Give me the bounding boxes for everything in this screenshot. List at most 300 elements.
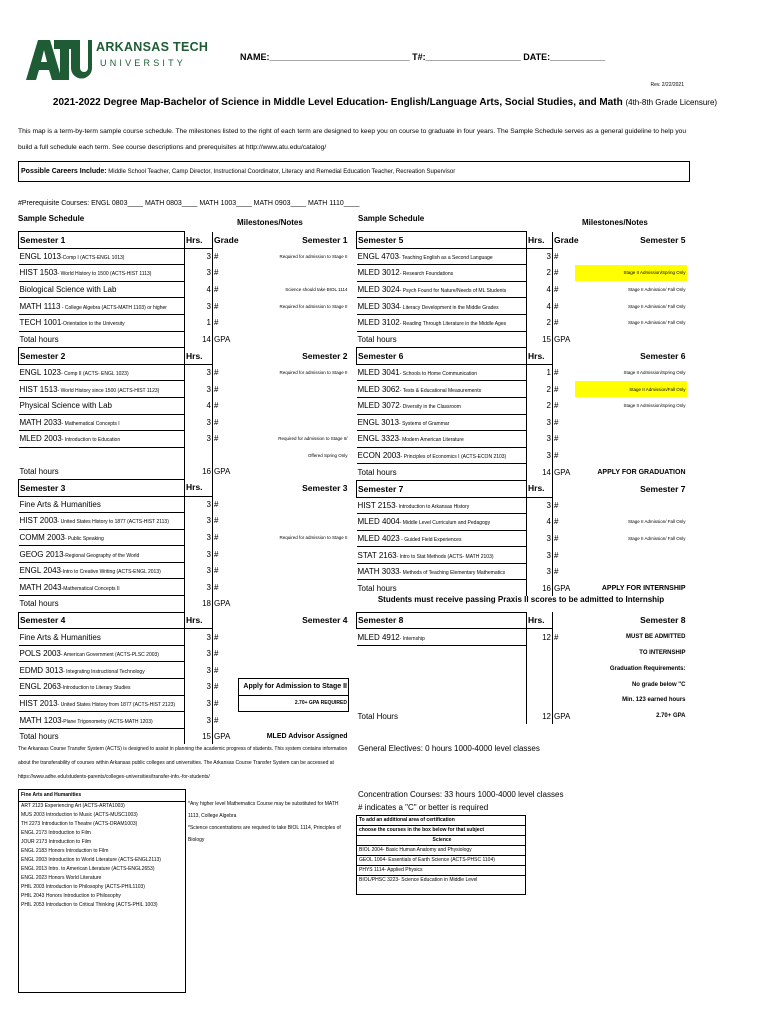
course-description: - World History since 1500 (ACTS-HIST 1123) xyxy=(57,387,160,394)
sample-schedule-label-left: Sample Schedule xyxy=(18,214,85,223)
note-line: *Science concentrations are required to take BIOL 1114, Principles of xyxy=(188,825,341,831)
course-hours: 3 xyxy=(185,679,213,696)
milestone-note xyxy=(239,513,349,530)
careers-box xyxy=(18,161,690,182)
gpa-label: GPA xyxy=(554,711,571,721)
total-note: APPLY FOR GRADUATION xyxy=(597,468,686,476)
grade-marker: # xyxy=(554,384,559,394)
course-description: - Schools to Home Communication xyxy=(399,371,478,378)
fine-arts-item: ENGL 2013 Intro. to American Literature (ACTS-ENGL2653) xyxy=(21,866,155,872)
course-cell xyxy=(357,414,527,431)
course-hours: 3 xyxy=(185,629,213,646)
course-hours: 2 xyxy=(527,381,553,398)
course-hours: 4 xyxy=(527,514,553,531)
course-description: - Methods of Teaching Elementary Mathematics xyxy=(399,570,506,577)
gpa-label: GPA xyxy=(214,599,231,609)
total-hours-label: Total hours xyxy=(19,599,59,609)
fine-arts-item: PHIL 2053 Introduction to Critical Thinking (ACTS-PHIL 1003) xyxy=(21,902,158,908)
total-hours-row xyxy=(357,331,687,348)
empty-cell xyxy=(357,645,527,661)
milestones-label-right: Milestones/Notes xyxy=(582,218,648,227)
grade-header xyxy=(213,348,239,365)
total-hours-value: 16 xyxy=(185,463,213,479)
semester-header-row xyxy=(357,612,687,629)
grade-marker: # xyxy=(214,384,219,394)
milestone-note: Required for admission to Stage II xyxy=(279,534,348,540)
milestone-semester-label: Semester 7 xyxy=(640,483,686,494)
semester-label: Semester 3 xyxy=(19,479,185,496)
hrs-header: Hrs. xyxy=(185,348,213,365)
total-hours-label: Total Hours xyxy=(357,711,398,721)
course-row xyxy=(357,397,687,414)
course-row xyxy=(19,496,349,513)
course-row xyxy=(357,381,687,398)
fine-arts-item: PHIL 2003 Introduction to Philosophy (ACTS-PHIL1103) xyxy=(21,884,145,890)
milestone-note: 2.70+ GPA REQUIRED xyxy=(239,695,349,712)
grade-marker: # xyxy=(554,533,559,543)
course-description: - Mathematical Concepts I xyxy=(61,420,120,427)
course-code: GEOG 2013 xyxy=(19,549,64,559)
grade-marker: # xyxy=(554,434,559,444)
grade-marker: # xyxy=(214,417,219,427)
course-cell xyxy=(19,513,185,530)
course-hours xyxy=(185,447,213,463)
course-row xyxy=(19,364,349,381)
acts-transfer-note: The Arkansas Course Transfer System (ACTS) is designed to assist in planning the academic progress of students. This system contains information about the transferability of courses within Arkansas public colleges and universities. The Arkansas Course Transfer System can be accessed at https://www.adhe.edu/students-parents/colleges-universities/transfer-info.-for-students/ xyxy=(18,746,348,780)
semester-header-row xyxy=(357,232,687,249)
total-hours-row xyxy=(357,580,687,596)
grade-marker xyxy=(213,447,239,463)
milestone-note: Stage II Admission/ Fall Only xyxy=(627,519,686,525)
grade-marker: # xyxy=(554,517,559,527)
grade-header: Grade xyxy=(214,234,239,245)
semester-header-row xyxy=(357,480,687,497)
course-cell xyxy=(19,662,185,679)
fine-arts-item: ENGL 2003 Introduction to World Literature (ACTS-ENGL2113) xyxy=(21,857,161,863)
course-cell xyxy=(19,496,185,513)
course-row xyxy=(357,530,687,547)
course-cell xyxy=(357,248,527,265)
milestone-note: Stage II Admission/ Fall Only xyxy=(627,303,686,309)
cert-box-line: To add an additional area of certification xyxy=(357,816,525,826)
course-row xyxy=(19,447,349,463)
course-hours: 3 xyxy=(527,530,553,547)
course-cell xyxy=(19,364,185,381)
course-cell xyxy=(19,281,185,298)
course-row xyxy=(19,712,349,729)
milestone-note xyxy=(239,662,349,679)
grade-marker: # xyxy=(214,251,219,261)
grade-marker: # xyxy=(554,567,559,577)
course-cell xyxy=(19,248,185,265)
milestone-note: Apply for Admission to Stage II xyxy=(239,679,349,696)
total-hours-value: 12 xyxy=(527,708,553,724)
course-code: MATH 2033 xyxy=(19,417,62,427)
course-row xyxy=(19,513,349,530)
total-hours-value: 16 xyxy=(527,580,553,596)
course-hours: 3 xyxy=(527,447,553,464)
page-title xyxy=(0,97,770,108)
semester-label: Semester 4 xyxy=(19,612,185,629)
course-description: - Integrating Instructional Technology xyxy=(63,668,145,675)
course-cell xyxy=(19,562,185,579)
total-hours-row xyxy=(19,596,349,613)
milestone-semester-label: Semester 4 xyxy=(302,615,348,626)
semester-label: Semester 6 xyxy=(357,348,527,365)
semester-label: Semester 1 xyxy=(19,232,185,249)
course-code: MLED 3024 xyxy=(357,285,400,295)
grade-marker: # xyxy=(214,682,219,692)
empty-cell xyxy=(357,677,527,693)
university-subtitle: UNIVERSITY xyxy=(100,58,187,68)
grade-marker: # xyxy=(214,698,219,708)
grade-marker: # xyxy=(214,715,219,725)
total-hours-value: 14 xyxy=(527,464,553,481)
milestone-note: Required for admission to Stage II xyxy=(279,370,348,376)
milestone-note: Stage II Admission/Spring Only xyxy=(623,370,686,376)
course-code: ENGL 3323 xyxy=(357,434,400,444)
milestone-note: Stage II Admission/ Fall Only xyxy=(627,320,686,326)
course-cell xyxy=(19,546,185,563)
course-code: MLED 3012 xyxy=(357,268,400,278)
revision-date: Rev. 2/22/2021 xyxy=(650,82,684,88)
semester-header-row xyxy=(19,479,349,496)
empty-cell xyxy=(357,661,527,677)
course-hours: 3 xyxy=(185,712,213,729)
total-hours-row xyxy=(357,708,687,724)
course-code: HIST 1503 xyxy=(19,268,58,278)
course-code: HIST 1513 xyxy=(19,384,58,394)
title-main: 2021-2022 Degree Map-Bachelor of Science in Middle Level Education- English/Language Arts, Social Studies, and Math xyxy=(52,97,623,108)
substitution-notes xyxy=(188,798,358,846)
empty-cell xyxy=(527,645,553,661)
course-hours: 4 xyxy=(185,281,213,298)
fine-arts-item: PHIL 2043 Honors Introduction to Philosophy xyxy=(21,893,121,899)
hrs-header: Hrs. xyxy=(527,612,553,629)
general-electives: General Electives: 0 hours 1000-4000 level classes xyxy=(358,744,540,753)
grade-marker: # xyxy=(214,318,219,328)
grade-marker: # xyxy=(214,401,219,411)
milestone-note xyxy=(239,397,349,414)
course-description: - United States History to 1877 (ACTS-HIST 2113) xyxy=(57,519,169,526)
milestone-note: MUST BE ADMITTED xyxy=(626,634,686,641)
cert-box-subject: Science xyxy=(357,836,525,846)
gpa-label: GPA xyxy=(554,467,571,477)
course-hours: 3 xyxy=(185,546,213,563)
course-code: MLED 3034 xyxy=(357,301,400,311)
course-cell xyxy=(357,629,527,646)
course-code: ENGL 2043 xyxy=(19,566,62,576)
total-hours-value: 18 xyxy=(185,596,213,613)
milestone-note xyxy=(239,546,349,563)
cert-box-line: BIOL 2004- Basic Human Anatomy and Physiology xyxy=(357,846,525,856)
milestone-note xyxy=(239,629,349,646)
course-code: MLED 3072 xyxy=(357,401,400,411)
semester-label: Semester 2 xyxy=(19,348,185,365)
course-row xyxy=(19,397,349,414)
milestone-note xyxy=(575,431,687,448)
course-row xyxy=(357,364,687,381)
empty-cell xyxy=(553,677,575,693)
course-code: ENGL 3013 xyxy=(357,417,400,427)
course-hours: 3 xyxy=(527,414,553,431)
course-cell xyxy=(357,514,527,531)
milestone-note xyxy=(239,381,349,398)
grade-marker: # xyxy=(554,285,559,295)
empty-cell xyxy=(553,645,575,661)
course-hours: 3 xyxy=(527,431,553,448)
grade-header xyxy=(213,479,239,496)
course-cell xyxy=(357,397,527,414)
milestone-semester-label: Semester 5 xyxy=(640,234,686,245)
milestone-note: Required for admission to Stage II/ xyxy=(278,436,348,442)
milestone-note xyxy=(239,496,349,513)
course-description: - Tests & Educational Measurements xyxy=(399,387,482,394)
course-code: MLED 4912 xyxy=(357,632,400,642)
gpa-label: GPA xyxy=(214,466,231,476)
milestone-note xyxy=(575,414,687,431)
grade-marker: # xyxy=(214,532,219,542)
total-note xyxy=(239,463,349,479)
course-hours: 2 xyxy=(527,314,553,331)
empty-cell xyxy=(527,677,553,693)
course-description: - Research Foundations xyxy=(399,271,454,278)
course-code: Fine Arts & Humanities xyxy=(19,632,101,642)
total-hours-row xyxy=(19,463,349,479)
gpa-label: GPA xyxy=(554,583,571,593)
milestone-note xyxy=(239,562,349,579)
fine-arts-humanities-box xyxy=(18,789,186,993)
course-description: - Literacy Development in the Middle Grades xyxy=(399,304,499,311)
course-row xyxy=(19,662,349,679)
milestone-note xyxy=(239,579,349,596)
grade-marker: # xyxy=(554,318,559,328)
course-hours: 3 xyxy=(185,414,213,431)
hrs-header: Hrs. xyxy=(185,479,213,496)
course-cell xyxy=(357,447,527,464)
course-hours: 3 xyxy=(527,248,553,265)
milestone-note xyxy=(239,712,349,729)
milestone-note: Offered Spring Only xyxy=(307,452,348,458)
grade-marker: # xyxy=(554,550,559,560)
total-note xyxy=(575,331,687,348)
graduation-note: No grade below "C xyxy=(631,681,686,688)
milestone-note xyxy=(575,547,687,564)
grade-header xyxy=(553,480,575,497)
course-row xyxy=(19,546,349,563)
grade-marker: # xyxy=(554,417,559,427)
milestone-note: Required for admission to Stage II xyxy=(279,303,348,309)
note-line: *Any higher level Mathematics Course may be substituted for MATH xyxy=(188,801,339,807)
empty-cell xyxy=(527,661,553,677)
course-description: - Internship xyxy=(399,635,425,642)
total-note xyxy=(239,331,349,348)
grade-header xyxy=(553,612,575,629)
course-hours: 3 xyxy=(185,529,213,546)
extra-note-row xyxy=(357,661,687,677)
milestones-label-left: Milestones/Notes xyxy=(237,218,303,227)
course-row xyxy=(19,579,349,596)
graduation-note: Graduation Requirements: xyxy=(609,666,686,673)
course-code: MLED 3062 xyxy=(357,384,400,394)
total-hours-label: Total hours xyxy=(19,466,59,476)
course-description: - Modern American Literature xyxy=(399,437,464,444)
fine-arts-item: MUS 2003 Introduction to Music (ACTS-MUSC1003) xyxy=(21,812,138,818)
grade-marker: # xyxy=(554,268,559,278)
university-logo xyxy=(24,36,214,82)
concentration-courses xyxy=(358,788,563,814)
course-description: - Reading Through Literature in the Middle Ages xyxy=(399,321,507,328)
hrs-header: Hrs. xyxy=(527,232,553,249)
course-code: TECH 1001 xyxy=(19,318,62,328)
milestone-note xyxy=(575,447,687,464)
note-line: Biology xyxy=(188,837,205,843)
course-row xyxy=(19,298,349,315)
course-hours: 3 xyxy=(185,562,213,579)
grade-marker: # xyxy=(554,632,559,642)
course-cell xyxy=(357,530,527,547)
course-cell xyxy=(357,364,527,381)
milestone-note xyxy=(575,563,687,580)
course-row xyxy=(19,281,349,298)
course-cell xyxy=(357,314,527,331)
gpa-label: GPA xyxy=(554,334,571,344)
course-hours: 3 xyxy=(185,248,213,265)
course-row xyxy=(19,629,349,646)
cert-box-line: choose the courses in the box below for that subject xyxy=(357,826,525,836)
title-suffix: (4th-8th Grade Licensure) xyxy=(625,98,718,107)
course-row xyxy=(357,629,687,646)
student-info-fields[interactable]: NAME:____________________________ T#:___________________ DATE:___________ xyxy=(240,52,606,62)
concentration-line: Concentration Courses: 33 hours 1000-4000 level classes xyxy=(358,790,564,799)
course-row xyxy=(19,314,349,331)
total-hours-label: Total hours xyxy=(357,334,397,344)
course-row xyxy=(357,563,687,580)
course-description: - Middle Level Curriculum and Pedagogy xyxy=(399,520,491,527)
course-description: - American Government (ACTS-PLSC 2003) xyxy=(60,652,159,659)
course-hours: 4 xyxy=(527,298,553,315)
graduation-note: Min. 123 earned hours xyxy=(622,697,686,704)
note-line: 1113, College Algebra xyxy=(188,813,237,819)
milestone-note: Stage II Admission/ Fall Only xyxy=(627,287,686,293)
course-code: HIST 2003 xyxy=(19,516,58,526)
course-row xyxy=(19,695,349,712)
course-hours: 3 xyxy=(185,579,213,596)
course-description: - Public Speaking xyxy=(64,535,104,542)
additional-certification-box xyxy=(356,815,526,895)
grade-marker: # xyxy=(554,500,559,510)
course-code: MATH 1113 xyxy=(19,301,61,311)
course-cell xyxy=(19,397,185,414)
course-row xyxy=(357,497,687,514)
course-hours: 3 xyxy=(527,547,553,564)
course-cell xyxy=(357,547,527,564)
course-code: ENGL 4703 xyxy=(357,251,400,261)
course-row xyxy=(19,679,349,696)
milestone-note xyxy=(239,645,349,662)
course-hours: 3 xyxy=(185,662,213,679)
fine-arts-item: TH 2273 Introduction to Theatre (ACTS-DRAM1003) xyxy=(21,821,138,827)
course-description: - Introduction to Arkansas History xyxy=(395,503,470,510)
course-cell xyxy=(19,381,185,398)
course-hours: 2 xyxy=(527,265,553,282)
course-hours: 3 xyxy=(185,695,213,712)
milestone-note xyxy=(575,497,687,514)
hrs-header: Hrs. xyxy=(527,480,553,497)
course-cell xyxy=(19,679,185,696)
course-description: - United States History from 1877 (ACTS-HIST 2123) xyxy=(57,701,176,708)
total-note: 2.70+ GPA xyxy=(656,713,686,720)
course-cell xyxy=(19,265,185,282)
course-code: ENGL 1013 xyxy=(19,251,62,261)
course-description: - World History to 1500 (ACTS-HIST 1113) xyxy=(57,271,152,278)
course-code: MATH 2043 xyxy=(19,582,62,592)
course-description: -Orientation to the University xyxy=(61,321,125,328)
course-description: - College Algebra (ACTS-MATH 1103) or higher xyxy=(60,304,167,311)
course-row xyxy=(19,529,349,546)
course-description: -Mathematical Concepts II xyxy=(61,585,120,592)
course-row xyxy=(357,414,687,431)
course-row xyxy=(19,248,349,265)
course-code: MATH 3033 xyxy=(357,567,400,577)
course-hours: 1 xyxy=(185,314,213,331)
course-description: - Principles of Economics I (ACTS-ECON 2103) xyxy=(400,454,507,461)
course-description: - Intro to Stat Methods (ACTS- MATH 2103) xyxy=(396,553,494,560)
grade-marker: # xyxy=(554,401,559,411)
course-cell xyxy=(19,298,185,315)
course-hours: 12 xyxy=(527,629,553,646)
semester-header-row xyxy=(19,232,349,249)
milestone-note: Stage II Admission/Spring Only xyxy=(623,403,686,409)
course-code: MLED 3041 xyxy=(357,368,400,378)
milestone-note xyxy=(239,314,349,331)
milestone-semester-label: Semester 1 xyxy=(302,234,348,245)
grade-marker: # xyxy=(554,301,559,311)
milestone-note: Science should take BIOL 1114 xyxy=(285,287,348,293)
empty-cell xyxy=(357,693,527,709)
fine-arts-item: ART 2123 Experiencing Art (ACTS-ARTA1003) xyxy=(21,803,125,809)
grade-marker: # xyxy=(214,665,219,675)
total-hours-value: 15 xyxy=(185,728,213,744)
sample-schedule-label-right: Sample Schedule xyxy=(358,214,425,223)
semester-header-row xyxy=(357,348,687,365)
milestone-note: Stage II Admission/Fall Only xyxy=(575,381,687,398)
fine-arts-item: ENGL 2023 Honors World Literature xyxy=(21,875,102,881)
total-hours-row xyxy=(357,464,687,481)
university-name: ARKANSAS TECH xyxy=(96,40,209,54)
grade-header xyxy=(553,348,575,365)
course-code: MLED 2003 xyxy=(19,434,62,444)
milestone-note xyxy=(239,414,349,431)
course-cell xyxy=(357,431,527,448)
grade-marker: # xyxy=(214,499,219,509)
course-code: MATH 1203 xyxy=(19,715,62,725)
course-row xyxy=(19,431,349,448)
course-code: HIST 2013 xyxy=(19,698,58,708)
course-row xyxy=(19,381,349,398)
total-hours-value: 14 xyxy=(185,331,213,348)
course-code: EDMD 3013 xyxy=(19,665,64,675)
extra-note-row xyxy=(357,693,687,709)
grade-marker: # xyxy=(554,251,559,261)
grade-marker: # xyxy=(214,516,219,526)
careers-text: Middle School Teacher, Camp Director, Instructional Coordinator, Literacy and Remedial Education Teacher, Recreation Supervisor xyxy=(108,169,456,175)
course-code: MLED 4023 xyxy=(357,533,400,543)
careers-label: Possible Careers Include: xyxy=(21,168,107,175)
course-description: - Teaching English as a Second Language xyxy=(399,254,493,261)
course-description: -Regional Geography of the World xyxy=(63,552,140,559)
course-row xyxy=(357,447,687,464)
